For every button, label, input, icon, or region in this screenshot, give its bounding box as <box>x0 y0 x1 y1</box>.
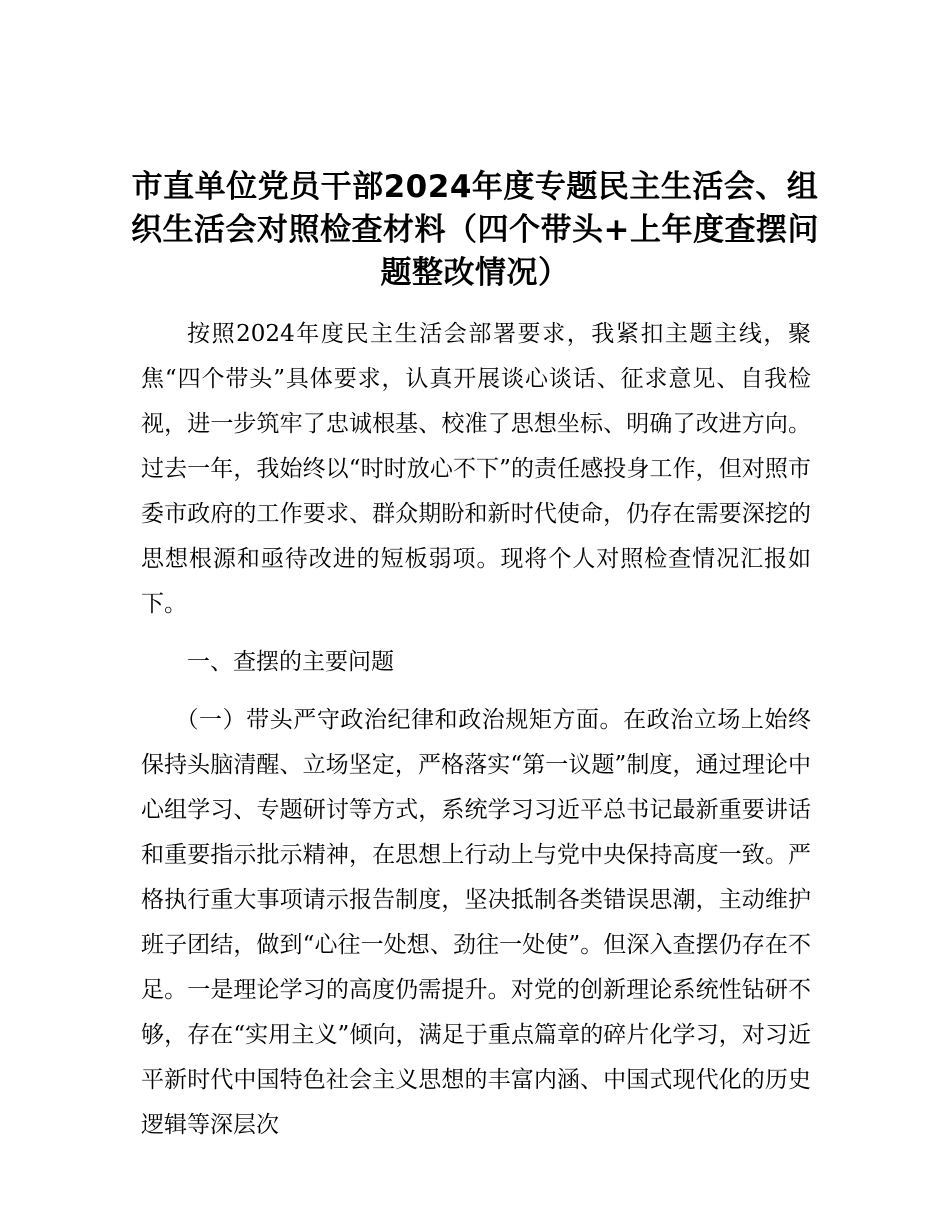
document-title: 市直单位党员干部2024年度专题民主生活会、组织生活会对照检查材料（四个带头+上年度查摆问题整改情况） <box>131 169 819 291</box>
section-1-paragraph: （一）带头严守政治纪律和政治规矩方面。在政治立场上始终保持头脑清醒、立场坚定，严格落实“第一议题”制度，通过理论中心组学习、专题研讨等方式，系统学习习近平总书记最新重要讲话和重要指示批示精神，在思想上行动上与党中央保持高度一致。严格执行重大事项请示报告制度，坚决抵制各类错误思潮，主动维护班子团结，做到“心往一处想、劲往一处使”。但深入查摆仍存在不足。一是理论学习的高度仍需提升。对党的创新理论系统性钻研不够，存在“实用主义”倾向，满足于重点篇章的碎片化学习，对习近平新时代中国特色社会主义思想的丰富内涵、中国式现代化的历史逻辑等深层次 <box>141 707 811 1138</box>
intro-paragraph: 按照2024年度民主生活会部署要求，我紧扣主题主线，聚焦“四个带头”具体要求，认真开展谈心谈话、征求意见、自我检视，进一步筑牢了忠诚根基、校准了思想坐标、明确了改进方向。过去一年，我始终以“时时放心不下”的责任感投身工作，但对照市委市政府的工作要求、群众期盼和新时代使命，仍存在需要深挖的思想根源和亟待改进的短板弱项。现将个人对照检查情况汇报如下。 <box>141 321 811 617</box>
section-heading: 一、查摆的主要问题 <box>187 649 394 675</box>
document-body <box>141 312 811 1148</box>
